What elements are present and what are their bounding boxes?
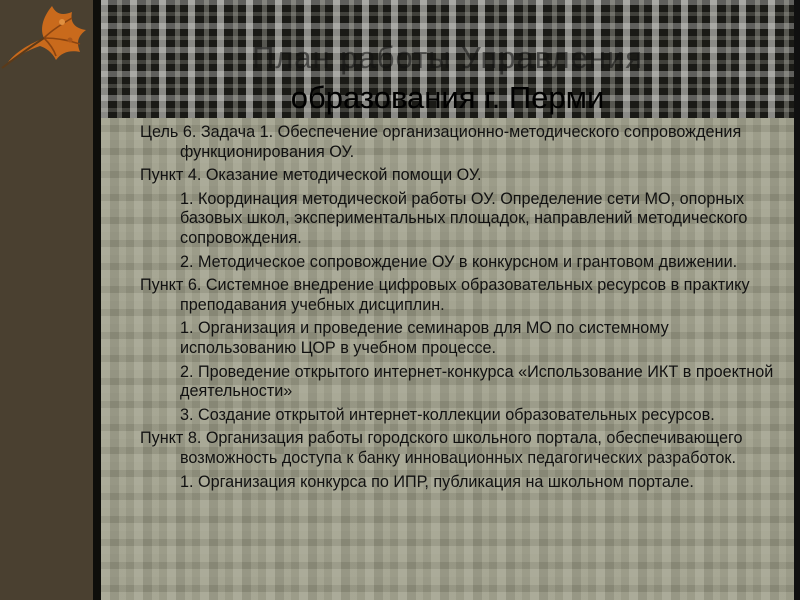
slide-title-line-2: образования г. Перми	[290, 80, 605, 115]
slide-title-line-1: План работы Управления	[251, 40, 644, 75]
subpoint-item: 1. Организация и проведение семинаров для МО по системному использованию ЦОР в учебном процессе.	[180, 319, 669, 357]
slide-title	[101, 38, 794, 118]
point-item: Пункт 4. Оказание методической помощи ОУ.	[140, 166, 482, 185]
subpoint-item: 3. Создание открытой интернет-коллекции образовательных ресурсов.	[180, 405, 715, 424]
subpoint-item: 1. Координация методической работы ОУ. Определение сети МО, опорных базовых школ, экспериментальных площадок, направлений методического сопровождения.	[180, 189, 748, 247]
point-item: Пункт 8. Организация работы городского школьного портала, обеспечивающего возможность доступа к банку инновационных педагогических разработок.	[140, 429, 743, 467]
point-item: Пункт 6. Системное внедрение цифровых образовательных ресурсов в практику преподавания учебных дисциплин.	[140, 276, 750, 314]
right-edge	[794, 0, 800, 600]
left-sidebar-bar	[0, 0, 93, 600]
subpoint-item: 1. Организация конкурса по ИПР, публикация на школьном портале.	[180, 472, 694, 491]
sidebar-divider	[93, 0, 101, 600]
subpoint-item: 2. Методическое сопровождение ОУ в конкурсном и грантовом движении.	[180, 252, 738, 271]
slide-body	[140, 123, 780, 496]
subpoint-item: 2. Проведение открытого интернет-конкурса «Использование ИКТ в проектной деятельности»	[180, 362, 774, 401]
goal-item: Цель 6. Задача 1. Обеспечение организационно-методического сопровождения функционирования ОУ.	[140, 123, 742, 161]
autumn-leaf-icon	[0, 0, 90, 70]
